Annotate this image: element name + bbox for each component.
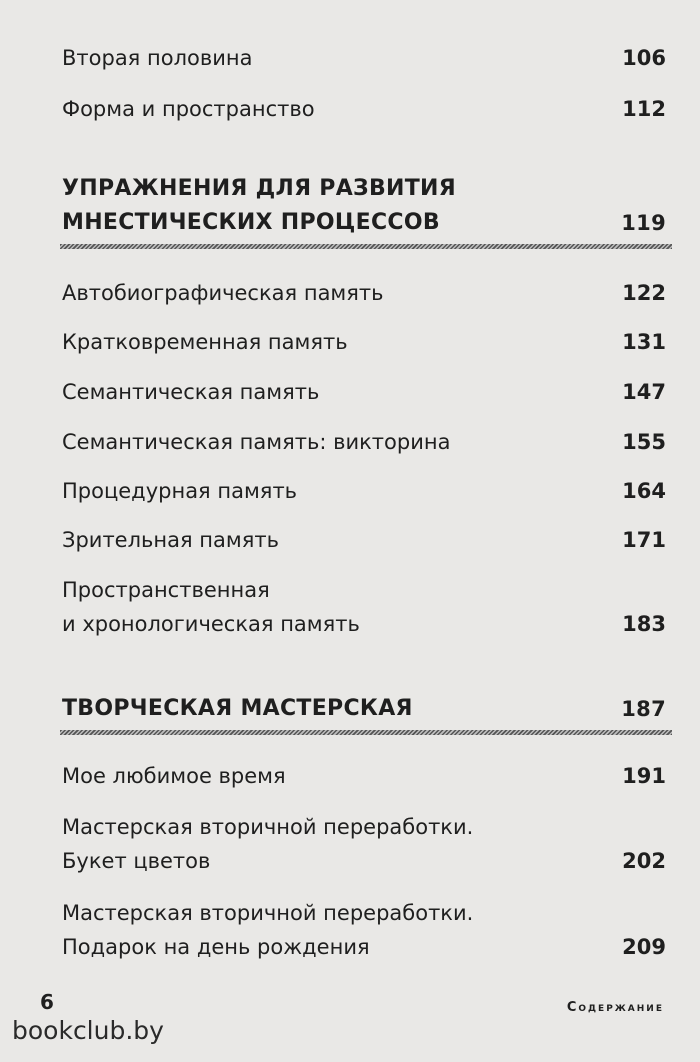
toc-entry-page: 106: [622, 46, 666, 70]
toc-entry: [62, 523, 666, 557]
toc-entry: [62, 896, 666, 964]
toc-entry: [62, 41, 666, 75]
toc-entry-page: 171: [622, 528, 666, 552]
toc-entry-page: 202: [622, 849, 666, 873]
page-number: 6: [40, 990, 54, 1014]
toc-entry-page: 191: [622, 764, 666, 788]
toc-entry-page: 183: [622, 612, 666, 636]
toc-entry-title: Семантическая память: [62, 380, 320, 404]
toc-entry: [62, 810, 666, 878]
toc-entry: [62, 276, 666, 310]
toc-entry-title: Форма и пространство: [62, 97, 315, 121]
toc-entry: [62, 375, 666, 409]
section-heading-page: 187: [621, 697, 666, 721]
toc-entry-page: 112: [622, 97, 666, 121]
toc-entry-page: 131: [622, 330, 666, 354]
toc-entry: [62, 92, 666, 126]
toc-entry-page: 122: [622, 281, 666, 305]
toc-entry-page: 155: [622, 430, 666, 454]
toc-entry-title: Семантическая память: викторина: [62, 430, 451, 454]
toc-entry: [62, 474, 666, 508]
toc-entry: [62, 325, 666, 359]
toc-entry-title-line2: Букет цветов: [62, 849, 211, 873]
toc-entry-title: Автобиографическая память: [62, 281, 384, 305]
section-heading-page: 119: [621, 211, 666, 235]
toc-entry-page: 209: [622, 935, 666, 959]
section-rule: [60, 244, 672, 249]
section-heading-title: ТВОРЧЕСКАЯ МАСТЕРСКАЯ: [62, 696, 413, 721]
toc-entry-title-line1: Мастерская вторичной переработки.: [62, 901, 474, 925]
section-rule: [60, 730, 672, 735]
toc-entry-title-line2: и хронологическая память: [62, 612, 360, 636]
toc-entry-title: Процедурная память: [62, 479, 298, 503]
toc-entry: [62, 759, 666, 793]
running-title: Содержание: [566, 1000, 664, 1015]
toc-entry-title-line2: Подарок на день рождения: [62, 935, 370, 959]
toc-entry-page: 147: [622, 380, 666, 404]
toc-entry-title-line1: Мастерская вторичной переработки.: [62, 815, 474, 839]
toc-entry-page: 164: [622, 479, 666, 503]
section-heading: [62, 172, 666, 240]
toc-entry-title: Зрительная память: [62, 528, 279, 552]
toc-entry: [62, 425, 666, 459]
section-heading-line1: УПРАЖНЕНИЯ ДЛЯ РАЗВИТИЯ: [62, 176, 457, 201]
toc-entry-title: Вторая половина: [62, 46, 253, 70]
toc-entry-title-line1: Пространственная: [62, 578, 270, 602]
section-heading: [62, 692, 666, 726]
toc-entry: [62, 573, 666, 641]
toc-entry-title: Мое любимое время: [62, 764, 286, 788]
watermark: bookclub.by: [12, 1016, 164, 1045]
section-heading-line2: МНЕСТИЧЕСКИХ ПРОЦЕССОВ: [62, 210, 440, 235]
toc-entry-title: Кратковременная память: [62, 330, 348, 354]
